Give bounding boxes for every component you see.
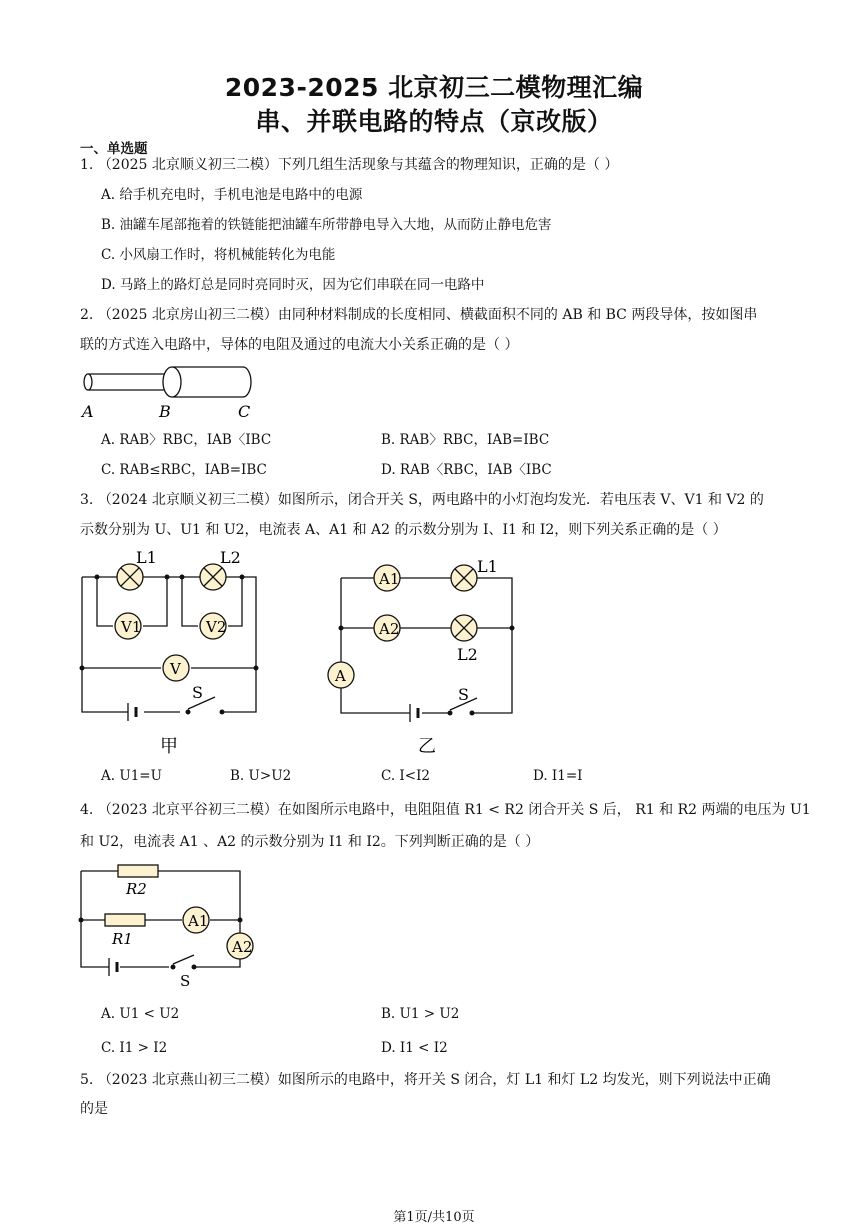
question-5-line2: 的是: [80, 1101, 108, 1117]
lamp-l1-icon: [451, 565, 477, 591]
page-footer: 第1页/共10页: [393, 1210, 475, 1225]
question-stem: （2025 北京顺义初三二模）下列几组生活现象与其蕴含的物理知识，正确的是（ ）: [97, 157, 619, 173]
question-1: [80, 155, 618, 175]
q2-option-c: C. RAB≤RBC，IAB=IBC: [101, 462, 267, 478]
label-l2: L2: [220, 548, 241, 567]
label-jia: 甲: [160, 736, 178, 757]
q1-option-c: C. 小风扇工作时，将机械能转化为电能: [101, 247, 336, 263]
q3-option-d: D. I1=I: [533, 768, 583, 784]
label-v1: V1: [121, 618, 142, 636]
circuit-q4: [72, 858, 272, 993]
label-c: C: [238, 402, 251, 421]
circuit-jia: [70, 545, 280, 760]
q2-option-b: B. RAB〉RBC，IAB=IBC: [381, 432, 550, 448]
circuit-yi: [322, 552, 532, 762]
q4-option-b: B. U1 > U2: [381, 1006, 460, 1022]
label-a2: A2: [379, 620, 400, 638]
question-number: 3.: [80, 492, 94, 508]
label-s: S: [192, 683, 203, 702]
label-a: A: [82, 402, 94, 421]
question-number: 2.: [80, 307, 94, 323]
q4-option-c: C. I1 > I2: [101, 1040, 168, 1056]
label-r1: R1: [112, 930, 133, 948]
q3-option-a: A. U1=U: [101, 768, 162, 784]
q1-option-a: A. 给手机充电时，手机电池是电路中的电源: [101, 187, 363, 203]
document-title: 2023-2025 北京初三二模物理汇编: [224, 73, 644, 102]
question-stem-line1: （2025 北京房山初三二模）由同种材料制成的长度相同、横截面积不同的 AB 和 BC 两段导体，按如图串: [97, 307, 758, 323]
section-heading: 一、单选题: [80, 141, 148, 157]
resistor-r1-icon: [105, 914, 145, 926]
label-l1: L1: [477, 557, 498, 576]
question-3-line2: 示数分别为 U、U1 和 U2，电流表 A、A1 和 A2 的示数分别为 I、I1 和 I2，则下列关系正确的是（ ）: [80, 522, 727, 538]
label-s: S: [458, 685, 469, 704]
q4-option-d: D. I1 < I2: [381, 1040, 448, 1056]
question-stem-line1: （2024 北京顺义初三二模）如图所示，闭合开关 S，两电路中的小灯泡均发光．若电压表 V、V1 和 V2 的: [97, 492, 764, 508]
q2-option-d: D. RAB〈RBC，IAB〈IBC: [381, 462, 552, 478]
q1-option-b: B. 油罐车尾部拖着的铁链能把油罐车所带静电导入大地，从而防止静电危害: [101, 217, 552, 233]
label-r2: R2: [126, 880, 147, 898]
question-3: [80, 490, 764, 510]
label-a1: A1: [379, 570, 400, 588]
label-yi: 乙: [418, 736, 436, 757]
label-a2: A2: [232, 938, 253, 956]
q4-option-a: A. U1 < U2: [101, 1006, 180, 1022]
resistor-r2-icon: [118, 865, 158, 877]
lamp-l2-icon: [451, 615, 477, 641]
q2-option-a: A. RAB〉RBC，IAB〈IBC: [101, 432, 272, 448]
q3-option-b: B. U>U2: [230, 768, 292, 784]
question-number: 5.: [80, 1072, 94, 1088]
lamp-l2-icon: [200, 564, 226, 590]
question-5: [80, 1070, 771, 1090]
label-v2: V2: [206, 618, 227, 636]
label-a: A: [335, 667, 346, 685]
label-l2: L2: [457, 645, 478, 664]
label-a1: A1: [188, 912, 209, 930]
question-4: [80, 800, 811, 820]
label-b: B: [159, 402, 171, 421]
label-s: S: [180, 972, 191, 990]
question-2: [80, 305, 757, 325]
conductor-figure: [78, 360, 278, 425]
q3-option-c: C. I<I2: [381, 768, 430, 784]
question-number: 1.: [80, 157, 94, 173]
question-stem-line1: （2023 北京燕山初三二模）如图所示的电路中，将开关 S 闭合，灯 L1 和灯 L2 均发光，则下列说法中正确: [97, 1072, 771, 1088]
question-2-line2: 联的方式连入电路中，导体的电阻及通过的电流大小关系正确的是（ ）: [80, 337, 519, 353]
label-l1: L1: [136, 548, 157, 567]
question-number: 4.: [80, 802, 94, 818]
question-stem-line1: （2023 北京平谷初三二模）在如图所示电路中，电阻阻值 R1 < R2 闭合开关 S 后， R1 和 R2 两端的电压为 U1: [97, 802, 811, 818]
question-4-line2: 和 U2，电流表 A1 、A2 的示数分别为 I1 和 I2。下列判断正确的是（ ）: [80, 834, 540, 850]
q1-option-d: D. 马路上的路灯总是同时亮同时灭，因为它们串联在同一电路中: [101, 277, 485, 293]
label-v: V: [170, 660, 181, 678]
document-subtitle: 串、并联电路的特点（京改版）: [255, 107, 613, 136]
lamp-l1-icon: [117, 564, 143, 590]
